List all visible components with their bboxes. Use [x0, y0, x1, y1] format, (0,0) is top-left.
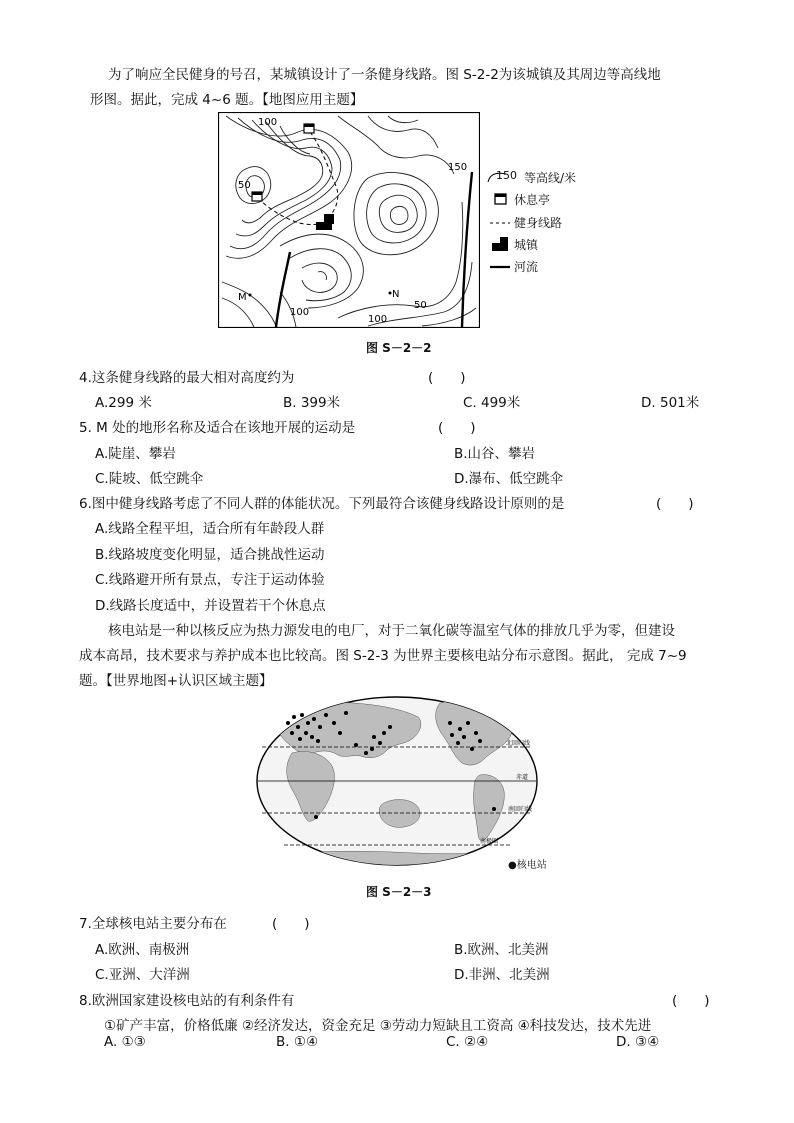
intro1-line2: 形图。据此，完成 4~6 题。【地图应用主题】: [90, 92, 364, 108]
q7-answer-bracket[interactable]: ( ): [272, 916, 310, 932]
legend-nuclear-label: 核电站: [516, 860, 547, 871]
rest-pavilion-icon: [252, 192, 262, 201]
q4-stem: 4.这条健身线路的最大相对高度约为: [79, 370, 295, 386]
line-label-tropic-capricorn: 南回归线: [508, 806, 533, 813]
q4-answer-bracket[interactable]: ( ): [428, 370, 466, 386]
contour-map-legend: [486, 168, 596, 279]
q7-option-b[interactable]: B.欧洲、北美洲: [454, 942, 549, 958]
line-label-equator: 赤道: [516, 774, 529, 781]
q7-stem: 7.全球核电站主要分布在: [79, 916, 227, 932]
q5-option-c[interactable]: C.陡坡、低空跳伞: [95, 471, 204, 487]
q8-option-a[interactable]: A. ①③: [104, 1034, 146, 1050]
q7-option-d[interactable]: D.非洲、北美洲: [454, 967, 550, 983]
rest-pavilion-icon: [304, 124, 314, 133]
q4-option-b[interactable]: B. 399米: [283, 395, 341, 411]
rest-pavilion-icon: [494, 193, 508, 205]
q5-option-a[interactable]: A.陡崖、攀岩: [95, 446, 176, 462]
legend-route-label: 健身线路: [514, 216, 563, 230]
contour-label: 50: [414, 300, 427, 311]
q8-option-d[interactable]: D. ③④: [616, 1034, 660, 1050]
intro2-line1: 核电站是一种以核反应为热力源发电的电厂，对于二氧化碳等温室气体的排放几乎为零，但建设: [108, 623, 675, 639]
q4-option-c[interactable]: C. 499米: [463, 395, 521, 411]
contour-label: 100: [258, 117, 278, 128]
q8-option-b[interactable]: B. ①④: [276, 1034, 319, 1050]
intro2-line3: 题。【世界地图+认识区域主题】: [79, 673, 273, 689]
q8-option-c[interactable]: C. ②④: [446, 1034, 489, 1050]
q6-option-d[interactable]: D.线路长度适中，并设置若干个休息点: [95, 598, 326, 614]
figure1-caption: 图 S－2－2: [366, 341, 432, 355]
q6-option-a[interactable]: A.线路全程平坦，适合所有年龄段人群: [95, 521, 325, 537]
contour-map: [218, 112, 480, 328]
world-map: [254, 693, 540, 869]
intro1-line1: 为了响应全民健身的号召，某城镇设计了一条健身线路。图 S-2-2为该城镇及其周边等高线地: [108, 67, 661, 83]
intro2-line2: 成本高昂，技术要求与养护成本也比较高。图 S-2-3 为世界主要核电站分布示意图。据此， 完成 7~9: [79, 648, 687, 664]
q8-conditions: ①矿产丰富，价格低廉 ②经济发达，资金充足 ③劳动力短缺且工资高 ④科技发达，技术先进: [104, 1018, 652, 1034]
line-label-tropic-cancer: 北回归线: [506, 740, 531, 747]
world-map-legend: [508, 856, 547, 871]
legend-contour-symbol: 150: [496, 169, 517, 182]
q7-option-a[interactable]: A.欧洲、南极洲: [95, 942, 190, 958]
q5-option-b[interactable]: B.山谷、攀岩: [454, 446, 536, 462]
q5-option-d[interactable]: D.瀑布、低空跳伞: [454, 471, 564, 487]
q5-stem: 5. M 处的地形名称及适合在该地开展的运动是: [79, 420, 356, 436]
q6-option-c[interactable]: C.线路避开所有景点，专注于运动体验: [95, 572, 325, 588]
q8-stem: 8.欧洲国家建设核电站的有利条件有: [79, 993, 295, 1009]
q6-answer-bracket[interactable]: ( ): [656, 496, 694, 512]
nuclear-plant-dot-icon: ●: [508, 860, 517, 871]
q6-stem: 6.图中健身线路考虑了不同人群的体能状况。下列最符合该健身线路设计原则的是: [79, 496, 565, 512]
q5-answer-bracket[interactable]: ( ): [438, 420, 476, 436]
figure2-caption: 图 S－2－3: [366, 885, 432, 899]
contour-label: 100: [368, 314, 388, 325]
town-icon: [492, 237, 510, 251]
legend-contour-label: 等高线/米: [524, 171, 577, 185]
q4-option-d[interactable]: D. 501米: [641, 395, 700, 411]
line-label-antarctic-circle: 南极圈: [480, 838, 499, 845]
point-n-label: N: [392, 289, 400, 300]
contour-label: 150: [448, 162, 468, 173]
point-m-label: M: [238, 292, 247, 303]
legend-river-label: 河流: [514, 260, 539, 274]
q6-option-b[interactable]: B.线路坡度变化明显，适合挑战性运动: [95, 547, 325, 563]
contour-label: 50: [238, 180, 251, 191]
legend-town-label: 城镇: [514, 238, 539, 252]
q7-option-c[interactable]: C.亚洲、大洋洲: [95, 967, 190, 983]
contour-label: 100: [290, 307, 310, 318]
legend-pavilion-label: 休息亭: [514, 193, 551, 207]
q4-option-a[interactable]: A.299 米: [95, 395, 152, 411]
q8-answer-bracket[interactable]: ( ): [672, 993, 710, 1009]
